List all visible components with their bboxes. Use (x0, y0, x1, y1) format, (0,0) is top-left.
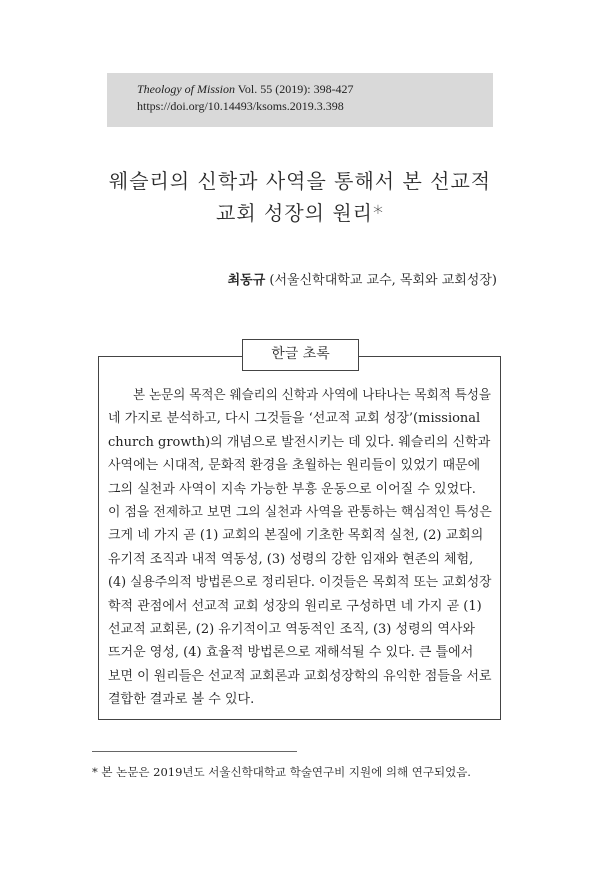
paper-title (0, 165, 600, 229)
abstract-line: 크게 네 가지 곧 (1) 교회의 본질에 기초한 목회적 실천, (2) 교회의 (108, 528, 484, 544)
footnote-divider (92, 751, 297, 752)
journal-header-box (107, 73, 493, 127)
abstract-line: church growth)의 개념으로 발전시키는 데 있다. 웨슬리의 신학과 (108, 434, 491, 450)
journal-citation (137, 81, 493, 98)
abstract-line: 사역에는 시대적, 문화적 환경을 초월하는 원리들이 있었기 때문에 (108, 458, 481, 474)
journal-name: Theology of Mission (137, 82, 235, 96)
abstract-line: 뜨거운 영성, (4) 효율적 방법론으로 재해석될 수 있다. 큰 틀에서 (108, 645, 474, 661)
abstract-line: 유기적 조직과 내적 역동성, (3) 성령의 강한 임재와 현존의 체험, (108, 551, 474, 567)
abstract-line: 선교적 교회론, (2) 유기적이고 역동적인 조직, (3) 성령의 역사와 (108, 622, 475, 638)
paper-title-line-1: 웨슬리의 신학과 사역을 통해서 본 선교적 (108, 169, 492, 193)
abstract-line: 그의 실천과 사역이 지속 가능한 부흥 운동으로 이어질 수 있었다. (108, 481, 476, 497)
paper-title-line-2: 교회 성장의 원리* (216, 201, 384, 225)
abstract-line: 결합한 결과로 볼 수 있다. (108, 692, 255, 708)
journal-volume: Vol. 55 (2019): 398-427 (235, 82, 354, 96)
abstract-line: (4) 실용주의적 방법론으로 정리된다. 이것들은 목회적 또는 교회성장 (108, 575, 492, 591)
journal-doi[interactable]: https://doi.org/10.14493/ksoms.2019.3.398 (137, 99, 344, 113)
abstract-line: 네 가지로 분석하고, 다시 그것들을 ‘선교적 교회 성장’(missional (108, 411, 481, 427)
author-name: 최동규 (227, 273, 266, 288)
abstract-body (108, 384, 492, 712)
abstract-line: 이 점을 전제하고 보면 그의 실천과 사역을 관통하는 핵심적인 특성은 (108, 505, 492, 521)
author-line (228, 269, 497, 288)
abstract-line: 본 논문의 목적은 웨슬리의 신학과 사역에 나타나는 목회적 특성을 (133, 388, 491, 403)
abstract-heading: 한글 초록 (242, 339, 359, 371)
author-affiliation: (서울신학대학교 교수, 목회와 교회성장) (265, 273, 497, 288)
abstract-line: 보면 이 원리들은 선교적 교회론과 교회성장학의 유익한 점들을 서로 (108, 668, 492, 684)
footnote: * 본 논문은 2019년도 서울신학대학교 학술연구비 지원에 의해 연구되었음. (92, 765, 471, 779)
abstract-line: 학적 관점에서 선교적 교회 성장의 원리로 구성하면 네 가지 곧 (1) (108, 598, 482, 614)
